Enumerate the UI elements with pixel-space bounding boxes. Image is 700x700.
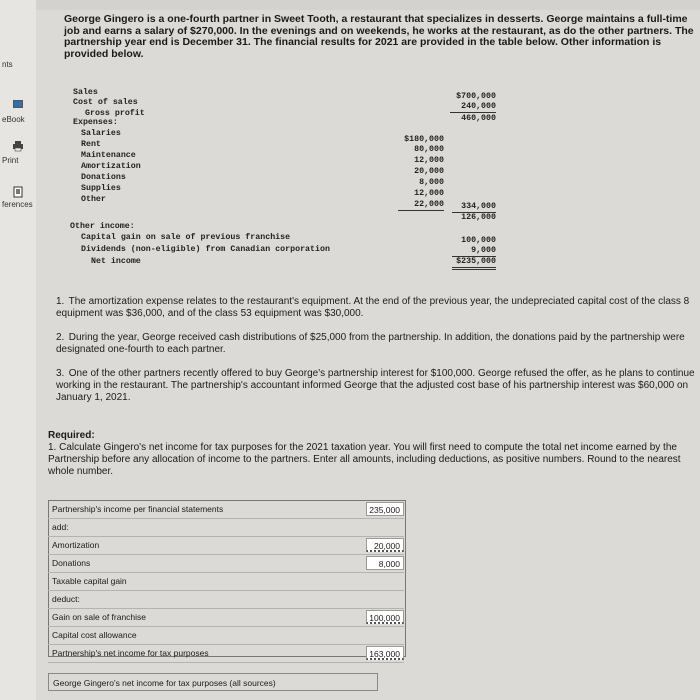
table-row <box>48 519 404 537</box>
problem-intro: George Gingero is a one-fourth partner in Sweet Tooth, a restaurant that specializes in desserts. George maintains a full-time job and earns a salary of $270,000. In the evenings and on weekends, he works at the restaurant, as do the other partners. The partnership year end is December 31. The financial results for 2021 are provided in the table below. Other information is provided below. <box>64 13 694 60</box>
table-row <box>48 609 404 627</box>
note-number: 1. <box>56 296 65 307</box>
table-row <box>48 645 404 663</box>
fs-expense-value: 20,000 <box>414 167 444 176</box>
fs-other-income-label: Other income: <box>70 222 135 231</box>
note-text: The amortization expense relates to the restaurant's equipment. At the end of the previous year, the undepreciated capital cost of the class 8 equipment was $36,000, and of the class 53 equipment was $30,000. <box>56 296 690 319</box>
note-2 <box>56 332 700 356</box>
calculation-table <box>48 501 404 663</box>
fs-expense-label: Donations <box>81 173 126 182</box>
amount-input[interactable]: 163,000 <box>366 646 404 660</box>
fs-expense-label: Maintenance <box>81 151 136 160</box>
fs-dividends: 9,000 <box>452 246 496 257</box>
note-number: 3. <box>56 368 65 379</box>
row-label: Partnership's income per financial statements <box>52 504 224 514</box>
sidebar <box>0 0 36 700</box>
note-text: One of the other partners recently offered to buy George's partnership interest for $100,000. George refused the offer, as he plans to continue working in the restaurant. The partnership's accountant informed George that the adjusted cost base of his partnership interest was $60,000 on January 1, 2021. <box>56 368 695 403</box>
fs-expenses-label: Expenses: <box>73 118 118 127</box>
note-1 <box>56 296 700 320</box>
fs-expense-label: Supplies <box>81 184 121 193</box>
fs-expense-label: Salaries <box>81 129 121 138</box>
row-label[interactable]: Gain on sale of franchise <box>52 612 147 622</box>
print-icon[interactable] <box>12 140 24 152</box>
top-bar <box>0 0 700 10</box>
table-row <box>48 537 404 555</box>
table-row <box>48 591 404 609</box>
fs-sales-label: Sales <box>73 88 98 97</box>
fs-capital-gain: 100,000 <box>461 236 496 245</box>
fs-capital-gain-label: Capital gain on sale of previous franchise <box>81 233 291 242</box>
table-row <box>48 555 404 573</box>
fs-expense-value: 80,000 <box>414 145 444 154</box>
fs-expense-value: $180,000 <box>404 135 444 144</box>
fs-dividends-label: Dividends (non-eligible) from Canadian corporation <box>81 245 330 254</box>
fs-expense-value: 12,000 <box>414 189 444 198</box>
amount-input[interactable]: 20,000 <box>366 538 404 552</box>
required-heading: Required: <box>48 430 95 441</box>
row-label: Partnership's net income for tax purposes <box>52 648 209 658</box>
george-net-income-row: George Gingero's net income for tax purposes (all sources) <box>48 673 378 691</box>
fs-after-expenses: 126,000 <box>461 213 496 222</box>
sidebar-item-references[interactable]: ferences <box>2 200 33 209</box>
required-text: 1. Calculate Gingero's net income for tax purposes for the 2021 taxation year. You will first need to compute the total net income earned by the Partnership before any allocation of income to the partners. Enter all amounts, including deductions, as positive numbers. Round to the nearest whole number. <box>48 442 681 477</box>
fs-net-income: $235,000 <box>452 257 496 270</box>
references-icon[interactable] <box>12 186 24 198</box>
row-label: deduct: <box>52 594 80 604</box>
fs-cost-label: Cost of sales <box>73 98 138 107</box>
fs-total-expenses: 334,000 <box>452 202 496 213</box>
row-label[interactable]: Amortization <box>52 540 100 550</box>
note-number: 2. <box>56 332 65 343</box>
amount-input[interactable]: 100,000 <box>366 610 404 624</box>
row-label: add: <box>52 522 69 532</box>
amount-input[interactable]: 8,000 <box>366 556 404 570</box>
row-label[interactable]: Donations <box>52 558 91 568</box>
fs-expense-value: 22,000 <box>398 200 444 211</box>
table-row <box>48 501 404 519</box>
fs-gross-label: Gross profit <box>85 109 145 118</box>
row-label[interactable]: Taxable capital gain <box>52 576 127 586</box>
note-3 <box>56 368 700 404</box>
fs-expense-value: 8,000 <box>419 178 444 187</box>
fs-cost: 240,000 <box>450 102 496 113</box>
row-label[interactable]: Capital cost allowance <box>52 630 137 640</box>
table-row <box>48 627 404 645</box>
sidebar-item-ebook[interactable]: eBook <box>2 115 25 124</box>
fs-net-income-label: Net income <box>91 257 141 266</box>
amount-input[interactable]: 235,000 <box>366 502 404 516</box>
fs-gross: 460,000 <box>461 114 496 123</box>
required-section <box>48 430 688 478</box>
table-row <box>48 573 404 591</box>
fs-expense-value: 12,000 <box>414 156 444 165</box>
fs-sales: $700,000 <box>456 92 496 101</box>
fs-expense-label: Amortization <box>81 162 141 171</box>
fs-expense-label: Other <box>81 195 106 204</box>
fs-expense-label: Rent <box>81 140 101 149</box>
sidebar-top-label: nts <box>2 60 13 69</box>
book-icon[interactable] <box>12 98 24 110</box>
sidebar-item-print[interactable]: Print <box>2 156 19 165</box>
note-text: During the year, George received cash distributions of $25,000 from the partnership. In addition, the donations paid by the partnership were designated one-fourth to each partner. <box>56 332 685 355</box>
